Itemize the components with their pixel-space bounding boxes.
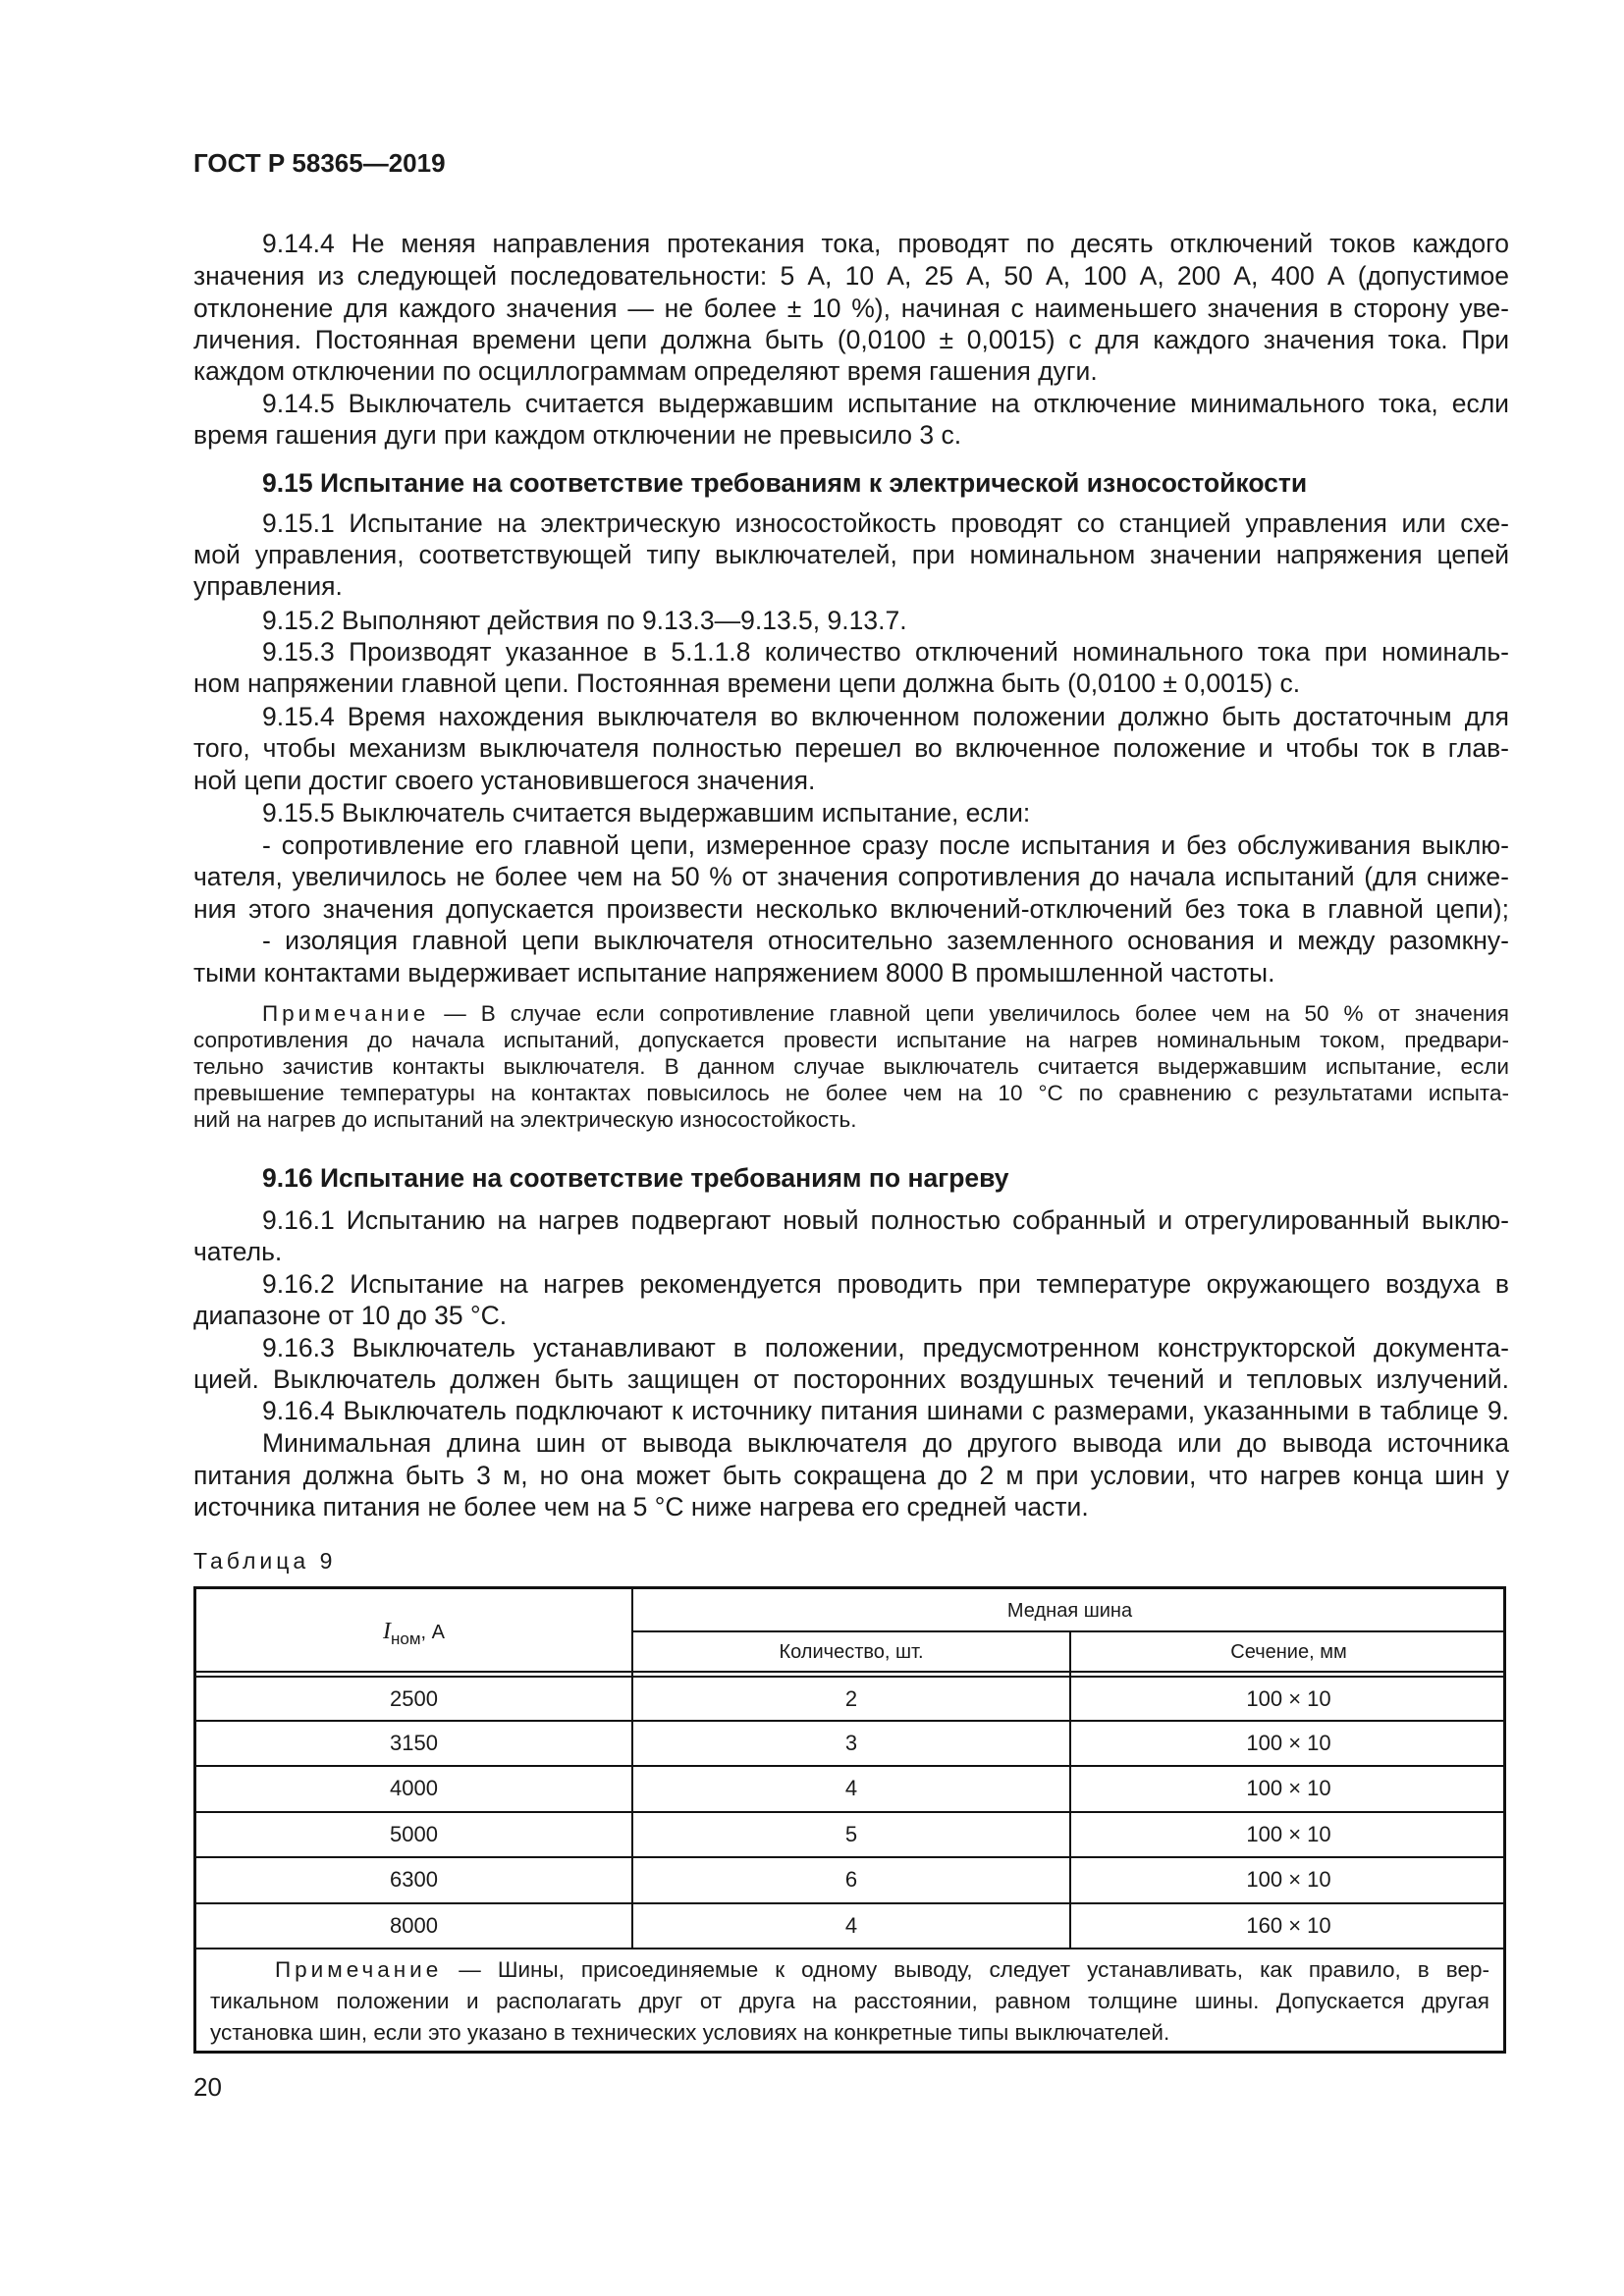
section-heading-9-15: 9.15 Испытание на соответствие требованиям к электрической износостойкости: [262, 468, 1308, 498]
paragraph-line: источника питания не более чем на 5 °С ниже нагрева его средней части.: [193, 1492, 1089, 1522]
header-divider: [633, 1630, 1503, 1632]
page-number: 20: [193, 2072, 222, 2102]
paragraph-line: ном напряжении главной цепи. Постоянная времени цепи должна быть (0,0100 ± 0,0015) с.: [193, 668, 1301, 698]
paragraph-line: личения. Постоянная времени цепи должна быть (0,0100 ± 0,0015) с для каждого значения тока. При: [193, 325, 1509, 354]
paragraph-line: 9.15.5 Выключатель считается выдержавшим испытание, если:: [262, 798, 1031, 828]
header-cell-copper-bus: Медная шина: [1006, 1600, 1133, 1622]
paragraph-line: 9.16.2 Испытание на нагрев рекомендуется проводить при температуре окружающего воздуха в: [262, 1269, 1509, 1299]
paragraph-line: 9.16.3 Выключатель устанавливают в положении, предусмотренном конструкторской документа-: [262, 1333, 1509, 1362]
paragraph-line: время гашения дуги при каждом отключении не превысило 3 с.: [193, 420, 962, 450]
note-line: тельно зачистив контакты выключателя. В данном случае выключатель считается выдержавшим испытание, если: [193, 1054, 1509, 1079]
paragraph-line: управления.: [193, 571, 343, 601]
table-9: $I_{ном}$, А Медная шина Количество, шт. Сечение, мм 2500 2 100 × 10 3150 3 100 × 10 4000 4 100 × 10 5000 5 100 × 10 6300 6 100 × 10 8000 4 160 × 10 Примечание — Шины, присоединяемые к одному выводу, следует устанавливать, как правило, в вер- тикальном положении и располагать друг от друга на расстоянии, равном толщине шины. Допускается другая установка шин, если это указано в технических условиях на конкретные типы выключателей.: [193, 1586, 1506, 2054]
header-cell-inom: $I_{ном}$, А: [383, 1619, 445, 1648]
note-line: ний на нагрев до испытаний на электрическую износостойкость.: [193, 1107, 857, 1132]
note-line: Примечание — В случае если сопротивление главной цепи увеличилось более чем на 50 % от значения: [262, 1001, 1509, 1026]
paragraph-line: ной цепи достиг своего установившегося значения.: [193, 766, 816, 795]
paragraph-line: 9.15.1 Испытание на электрическую износостойкость проводят со станцией управления или схе-: [262, 508, 1509, 538]
note-label: Примечание: [262, 1001, 430, 1026]
paragraph-line: 9.15.4 Время нахождения выключателя во включенном положении должно быть достаточным для: [262, 702, 1509, 731]
table-note-line: Примечание — Шины, присоединяемые к одному выводу, следует устанавливать, как правило, в вер-: [275, 1957, 1489, 1982]
header-double-line: [196, 1671, 1503, 1673]
paragraph-line: Минимальная длина шин от вывода выключателя до другого вывода или до вывода источника: [262, 1428, 1509, 1458]
note-line: сопротивления до начала испытаний, допускается провести испытание на нагрев номинальным током, предвари-: [193, 1028, 1509, 1052]
paragraph-line: питания должна быть 3 м, но она может быть сокращена до 2 м при условии, что нагрев конца шин у: [193, 1461, 1509, 1490]
table-caption: Таблица 9: [193, 1548, 337, 1574]
paragraph-line: отклонение для каждого значения — не более ± 10 %), начиная с наименьшего значения в сторону уве-: [193, 294, 1509, 323]
paragraph-line: диапазоне от 10 до 35 °С.: [193, 1301, 508, 1330]
paragraph-line: чатель.: [193, 1237, 283, 1266]
paragraph-line: мой управления, соответствующей типу выключателей, при номинальном значении напряжения цепей: [193, 540, 1509, 569]
list-item-line: - сопротивление его главной цепи, измеренное сразу после испытания и без обслуживания выклю-: [262, 830, 1509, 860]
paragraph-line: 9.14.5 Выключатель считается выдержавшим испытание на отключение минимального тока, если: [262, 389, 1509, 418]
paragraph-line: 9.16.4 Выключатель подключают к источнику питания шинами с размерами, указанными в таблице 9.: [262, 1396, 1509, 1425]
list-item-line: ния этого значения допускается произвести несколько включений-отключений без тока в главной цепи);: [193, 894, 1509, 924]
paragraph-line: 9.15.2 Выполняют действия по 9.13.3—9.13.5, 9.13.7.: [262, 606, 907, 635]
table-note-line: тикальном положении и располагать друг от друга на расстоянии, равном толщине шины. Допускается другая: [210, 1989, 1489, 2013]
paragraph-line: значения из следующей последовательности: 5 А, 10 А, 25 А, 50 А, 100 А, 200 А, 400 А (допустимое: [193, 261, 1509, 291]
paragraph-line: того, чтобы механизм выключателя полностью перешел во включенное положение и чтобы ток в глав-: [193, 733, 1509, 763]
document-header: ГОСТ Р 58365—2019: [193, 148, 446, 178]
list-item-line: чателя, увеличилось не более чем на 50 % от значения сопротивления до начала испытаний (для сниже-: [193, 862, 1509, 891]
paragraph-line: 9.16.1 Испытанию на нагрев подвергают новый полностью собранный и отрегулированный выклю-: [262, 1205, 1509, 1235]
table-note-line: установка шин, если это указано в технических условиях на конкретные типы выключателей.: [210, 2020, 1170, 2045]
paragraph-line: 9.14.4 Не меняя направления протекания тока, проводят по десять отключений токов каждого: [262, 229, 1509, 258]
row-divider: [196, 1948, 1503, 1949]
list-item-line: - изоляция главной цепи выключателя относительно заземленного основания и между разомкну-: [262, 926, 1509, 955]
list-item-line: тыми контактами выдерживает испытание напряжением 8000 В промышленной частоты.: [193, 958, 1275, 988]
paragraph-line: каждом отключении по осциллограммам определяют время гашения дуги.: [193, 356, 1098, 386]
section-heading-9-16: 9.16 Испытание на соответствие требованиям по нагреву: [262, 1163, 1009, 1193]
header-cell-quantity: Количество, шт.: [779, 1641, 924, 1663]
note-line: превышение температуры на контактах повысилось не более чем на 10 °С по сравнению с результатами испыта-: [193, 1081, 1509, 1105]
table-note-label: Примечание: [275, 1957, 443, 1982]
paragraph-line: цией. Выключатель должен быть защищен от посторонних воздушных течений и тепловых излучений.: [193, 1364, 1509, 1394]
header-cell-section: Сечение, мм: [1230, 1641, 1347, 1663]
paragraph-line: 9.15.3 Производят указанное в 5.1.1.8 количество отключений номинального тока при номиналь-: [262, 637, 1509, 667]
